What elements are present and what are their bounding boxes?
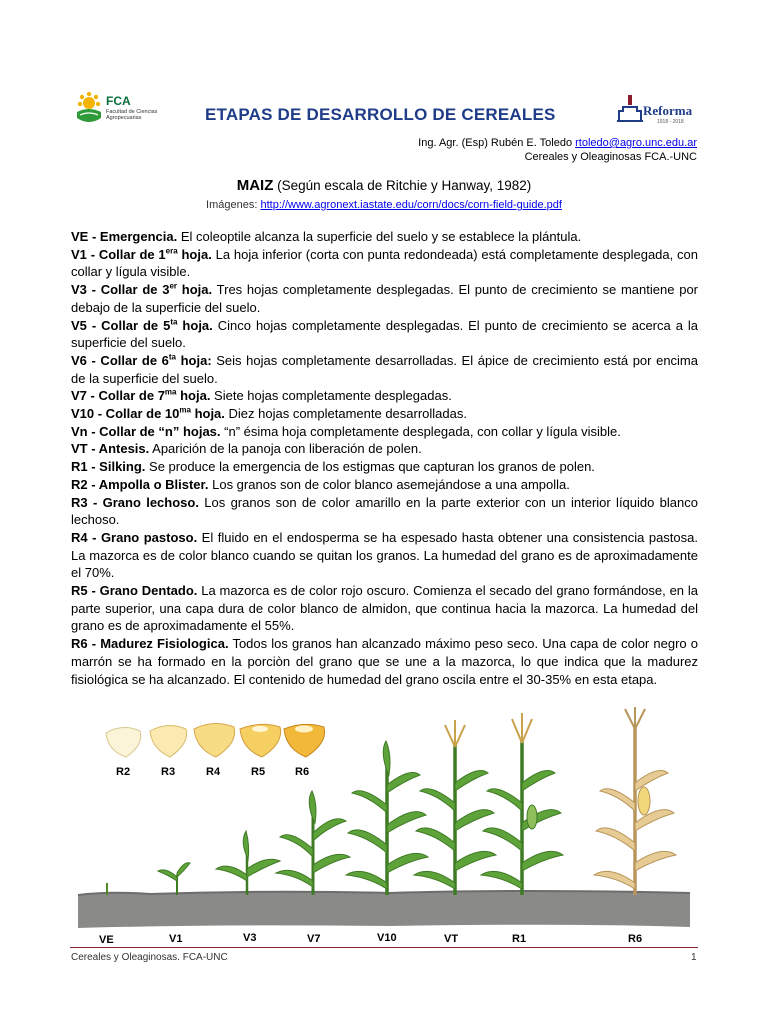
kernel-label-r6: R6 [295, 766, 310, 778]
stage-description: Los granos son de color amarillo en la parte exterior con un interior líquido blanco lechoso. [71, 494, 698, 528]
stage-code-suffix: hoja. [177, 282, 213, 298]
stage-code-text: VT - Antesis. [71, 441, 150, 457]
stage-code-text: R5 - Grano Dentado. [71, 583, 198, 599]
stage-description: Tres hojas completamente desplegadas. El punto de crecimiento se mantiene por debajo de la superficie del suelo. [71, 282, 699, 315]
images-source [0, 199, 768, 211]
author-name: Ing. Agr. (Esp) Rubén E. Toledo [418, 137, 573, 149]
stage-code-text: V6 - Collar de 6 [71, 352, 169, 368]
stage-code [71, 424, 221, 439]
stage-code-text: R4 - Grano pastoso. [71, 529, 198, 545]
stage-code-suffix: hoja: [176, 352, 212, 368]
plant-label-v1: V1 [169, 933, 183, 945]
stage-description: La mazorca es de color rojo oscuro. Comienza el secado del grano formándose, en la parte superior, una capa dura de color blanco de almidon, que continua hacia la mazorca. La humedad del grano es de aproximadamente el 55%. [71, 583, 698, 634]
stage-code-suffix: hoja. [190, 406, 225, 422]
stage-code-text: R2 - Ampolla o Blister. [71, 476, 209, 492]
images-url-link[interactable]: http://www.agronext.iastate.edu/corn/docs/corn-field-guide.pdf [260, 199, 562, 211]
stage-code-text: V3 - Collar de 3 [71, 282, 170, 298]
stage-code-ordinal: ma [179, 405, 191, 415]
stage-code-text: R6 - Madurez Fisiologica. [71, 636, 229, 652]
stage-item [71, 246, 698, 281]
stage-code [71, 495, 199, 510]
stage-code-ordinal: ta [170, 317, 178, 327]
stage-item [71, 423, 698, 441]
plant-r1-icon [481, 713, 563, 895]
stage-code-text: V1 - Collar de 1 [71, 246, 166, 262]
plant-label-v10: V10 [377, 932, 397, 944]
kernel-r6-icon [284, 724, 325, 757]
stage-description: Aparición de la panoja con liberación de polen. [149, 441, 422, 457]
stage-code-ordinal: ta [168, 352, 176, 362]
stage-item [71, 635, 698, 688]
plant-label-r6: R6 [628, 933, 643, 945]
stage-code [71, 229, 177, 244]
stage-item [71, 476, 698, 494]
plant-r6-icon [594, 707, 676, 895]
stage-item [71, 458, 698, 476]
stage-item [71, 582, 698, 635]
images-label: Imágenes: [206, 199, 258, 211]
stage-code-text: V7 - Collar de 7 [71, 388, 165, 404]
stage-code-text: V5 - Collar de 5 [71, 317, 171, 333]
stage-code-text: R3 - Grano lechoso. [71, 494, 199, 510]
stage-description: Siete hojas completamente desplegadas. [210, 388, 452, 404]
stage-code-suffix: hoja. [177, 317, 213, 333]
plant-label-v3: V3 [243, 932, 257, 944]
stage-code-ordinal: er [169, 281, 178, 291]
page-title: ETAPAS DE DESARROLLO DE CEREALES [205, 105, 556, 124]
kernel-label-r4: R4 [206, 766, 221, 778]
plant-label-r1: R1 [512, 933, 527, 945]
plant-v10-icon [346, 741, 428, 895]
stage-description: Los granos son de color blanco asemejándose a una ampolla. [208, 476, 570, 492]
stage-code [71, 318, 213, 333]
fca-logo [74, 92, 169, 126]
crop-heading [0, 177, 768, 194]
stage-item [71, 317, 698, 352]
stage-code-text: VE - Emergencia. [71, 229, 178, 244]
stage-item [71, 529, 698, 582]
stage-code [71, 406, 225, 421]
fca-logo-icon [74, 92, 104, 126]
stage-code-text: Vn - Collar de “n” hojas. [71, 423, 221, 439]
author-block [418, 137, 697, 164]
author-email-link[interactable]: rtoledo@agro.unc.edu.ar [575, 137, 697, 149]
kernel-r4-icon [194, 723, 235, 757]
university-building-icon [617, 93, 643, 123]
fca-logo-name: FCA [106, 94, 131, 108]
kernel-label-r3: R3 [161, 766, 176, 778]
corn-growth-illustration [70, 705, 700, 955]
footer-divider [70, 947, 698, 948]
plant-v3-icon [216, 831, 280, 895]
stage-item [71, 440, 698, 458]
reforma-logo-years: 1918 - 2018 [657, 119, 684, 125]
stage-code [71, 530, 197, 545]
stage-code [71, 583, 197, 598]
stage-code-text: V10 - Collar de 10 [71, 406, 180, 422]
page-number: 1 [691, 952, 697, 963]
plant-vt-icon [414, 720, 496, 895]
kernel-label-r2: R2 [116, 766, 131, 778]
fca-logo-subtitle: Facultad de Ciencias Agropecuarias [106, 109, 158, 121]
stage-code-suffix: hoja. [176, 388, 211, 404]
plant-v1-icon [158, 863, 190, 895]
author-affiliation: Cereales y Oleaginosas FCA.-UNC [524, 150, 697, 163]
stage-description: Diez hojas completamente desarrolladas. [224, 406, 467, 422]
stage-description: Cinco hojas completamente desplegadas. El punto de crecimiento se acerca a la superficie del suelo. [71, 317, 699, 351]
kernel-r5-icon [240, 724, 281, 757]
stage-description: Todos los granos han alcanzado máximo peso seco. Una capa de color negro o marrón se ha formado en la porciòn del grano que se une a la mazorca, lo que indica que la madurez fisiológica se ha alcanzado. El contenido de humedad del grano oscila entre el 30-35% en esta etapa. [71, 636, 698, 687]
footer-text: Cereales y Oleaginosas. FCA-UNC [71, 952, 228, 963]
stage-code-suffix: hoja. [177, 246, 212, 262]
reforma-logo [617, 93, 697, 127]
stage-description: Se produce la emergencia de los estigmas que capturan los granos de polen. [145, 459, 595, 475]
kernel-r3-icon [150, 725, 187, 757]
stage-description: Seis hojas completamente desarrolladas. El ápice de crecimiento está por encima de la superficie del suelo. [71, 352, 698, 386]
crop-scale: (Según escala de Ritchie y Hanway, 1982) [277, 178, 532, 193]
stage-item [71, 387, 698, 405]
stage-item [71, 228, 698, 246]
stage-code [71, 388, 210, 403]
plant-label-v7: V7 [307, 933, 321, 945]
kernel-r2-icon [106, 727, 141, 757]
stage-code [71, 353, 212, 368]
author-line [418, 137, 697, 151]
stage-code-ordinal: ma [164, 388, 177, 397]
stage-description: “n” ésima hoja completamente desplegada, con collar y lígula visible. [220, 423, 621, 439]
stage-code [71, 477, 209, 492]
stage-code [71, 459, 145, 474]
stage-item [71, 494, 698, 529]
stage-description: El coleoptile alcanza la superficie del suelo y se establece la plántula. [177, 229, 582, 244]
stage-description: La hoja inferior (corta con punta redondeada) está completamente desplegada, con collar y lígula visible. [71, 246, 699, 280]
stage-code [71, 282, 212, 297]
stage-list [71, 228, 698, 688]
crop-name: MAIZ [236, 177, 274, 194]
stage-code-ordinal: era [165, 246, 178, 256]
stage-item [71, 281, 698, 316]
stage-code [71, 441, 149, 456]
stage-code-text: R1 - Silking. [71, 459, 146, 475]
stage-item [71, 405, 698, 423]
kernel-label-r5: R5 [251, 766, 266, 778]
stage-item [71, 352, 698, 387]
plant-label-ve: VE [99, 934, 114, 946]
plant-label-vt: VT [444, 933, 459, 945]
stage-code [71, 636, 229, 651]
soil-strip [78, 891, 690, 928]
reforma-logo-name: Reforma [643, 103, 693, 118]
stage-description: El fluido en el endosperma se ha espesado hasta obtener una consistencia pastosa. La mazorca es de color blanco cuando se quitan los granos. La humedad del grano es de aproximadamente el 70%. [71, 529, 698, 581]
plant-v7-icon [276, 791, 350, 895]
stage-code [71, 247, 212, 262]
